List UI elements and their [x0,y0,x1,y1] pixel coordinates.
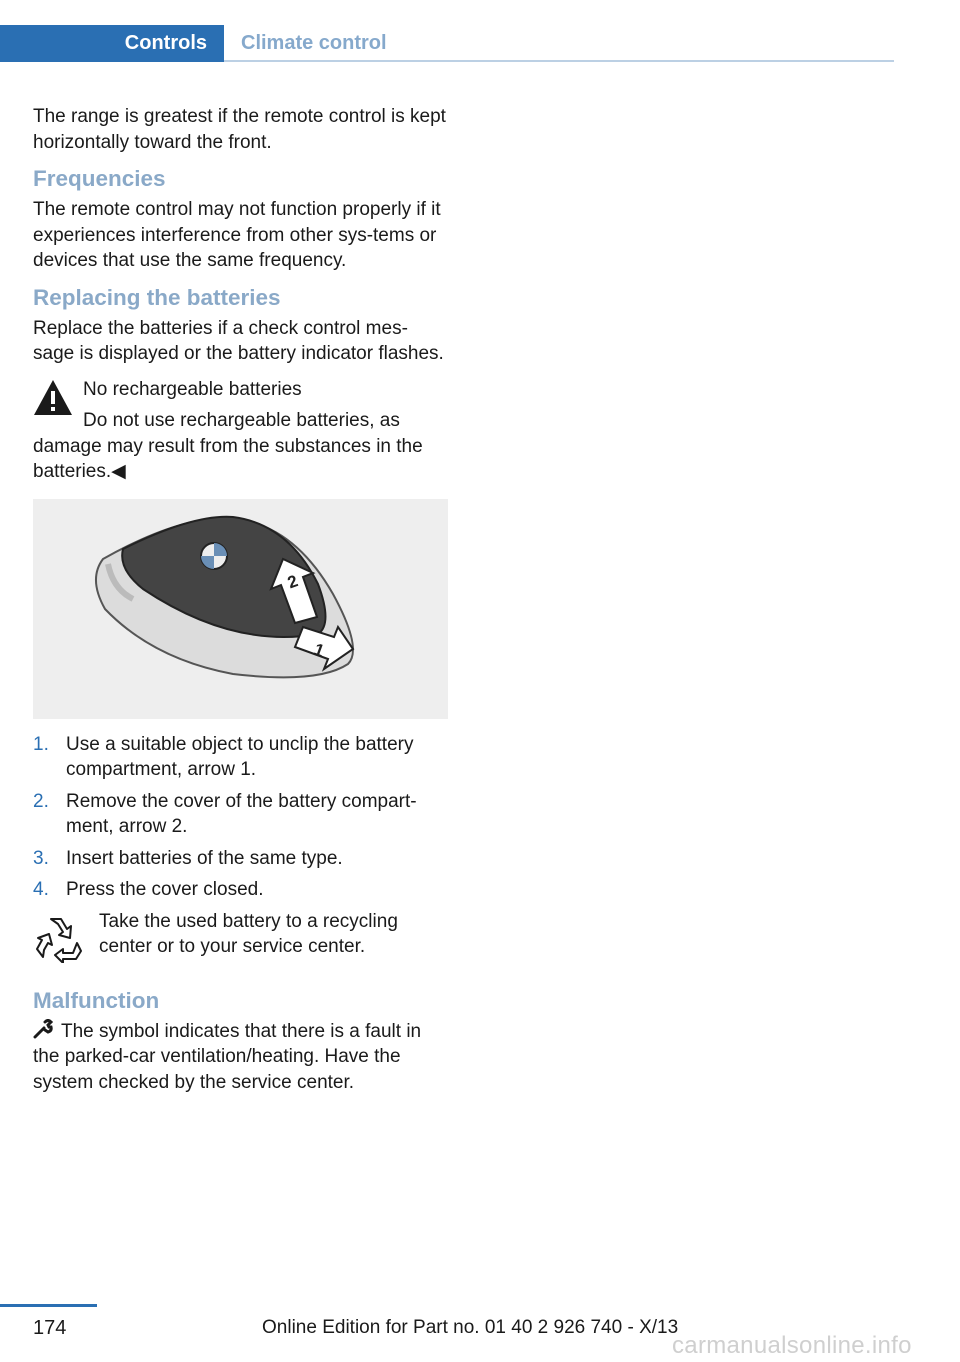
recycle-icon [33,913,85,963]
list-item [33,789,448,840]
malfunction-text: The symbol indicates that there is a fault in the parked-car ventilation/heating. Have the system checked by the service center. [33,1020,422,1093]
heading-malfunction: Malfunction [33,987,160,1013]
warning-title: No rechargeable batteries [83,378,302,400]
arrow-2-label: 2 [284,570,301,592]
page-number: 174 [33,1317,67,1339]
step-text: Remove the cover of the battery compart‐ment, arrow 2. [66,790,417,837]
key-fob-illustration [33,499,448,719]
page-header [0,0,960,62]
tab-climate-control[interactable]: Climate control [241,32,387,54]
heading-frequencies: Frequencies [33,166,166,191]
list-item [33,877,448,903]
step-number: 4. [33,879,49,900]
watermark-text: carmanualsonline.info [672,1332,912,1359]
warning-triangle-icon [33,379,73,416]
list-item [33,846,448,872]
warning-text [33,408,448,485]
warning-block [33,377,448,485]
batteries-paragraph: Replace the batteries if a check control mes‐sage is displayed or the battery indicator flashes. [33,317,444,364]
wrench-icon [33,1019,53,1039]
heading-replacing-batteries: Replacing the batteries [33,284,281,310]
step-text: Insert batteries of the same type. [66,847,343,869]
tab-controls[interactable]: Controls [0,25,224,62]
recycling-note [33,909,448,965]
step-number: 2. [33,790,49,812]
list-item [33,732,448,783]
recycling-text: Take the used battery to a recycling center or to your service center. [99,910,398,957]
content-column [33,104,448,1095]
malfunction-paragraph [33,1019,448,1096]
step-text: Use a suitable object to unclip the battery compartment, arrow 1. [66,733,414,780]
frequencies-paragraph: The remote control may not function properly if it experiences interference from other sys‐tems or devices that use the same frequency. [33,199,441,271]
step-text: Press the cover closed. [66,879,264,900]
edition-text: Online Edition for Part no. 01 40 2 926 740 - X/13 [262,1317,679,1338]
key-fob-figure [33,499,448,719]
warning-text-body: Do not use rechargeable batteries, as damage may result from the substances in the batteries.◀ [33,410,423,482]
arrow-1-label: 1 [311,639,327,661]
step-number: 3. [33,847,49,869]
intro-paragraph: The range is greatest if the remote control is kept horizontally toward the front. [33,106,446,153]
steps-list [33,732,448,903]
header-rule [224,60,894,62]
step-number: 1. [33,733,49,755]
footer-rule [0,1304,97,1307]
